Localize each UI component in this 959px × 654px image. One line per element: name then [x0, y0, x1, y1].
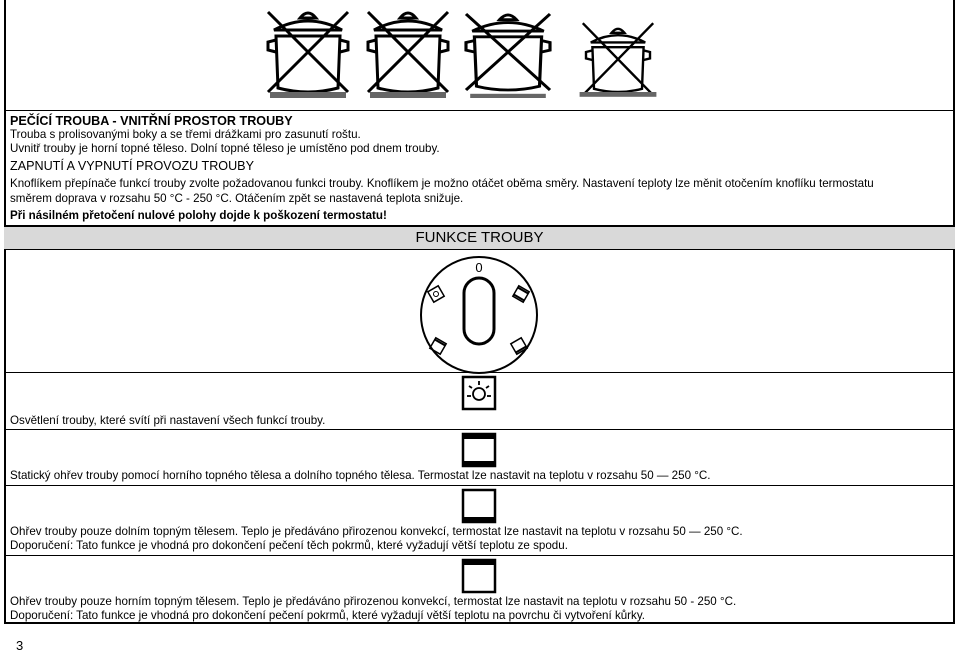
- dial-light-icon: [428, 286, 444, 302]
- function-top-bottom-text: Statický ohřev trouby pomocí horního topného tělesa a dolního topného tělesa. Termostat lze nastavit na teplotu v rozsahu 50 — 250 °C.: [10, 469, 711, 482]
- dial-zero-label: 0: [475, 260, 483, 275]
- oven-light-icon: [461, 375, 497, 411]
- oven-interior-line-1: Trouba s prolisovanými boky a se třemi drážkami pro zasunutí roštu.: [10, 128, 361, 141]
- top-bottom-heat-icon: [461, 432, 497, 468]
- on-off-warning: Při násilném přetočení nulové polohy dojde k poškození termostatu!: [10, 209, 387, 222]
- on-off-line-1: Knoflíkem přepínače funkcí trouby zvolte požadovanou funkci trouby. Knoflíkem je možno otáčet oběma směry. Nastavení teploty lze měnit otočením knoflíku termostatu: [10, 177, 874, 190]
- section-title-on-off: [10, 159, 254, 174]
- cookware-icons: [262, 2, 662, 98]
- no-pot-icon: [268, 12, 348, 98]
- on-off-title-text: ZAPNUTÍ A VYPNUTÍ PROVOZU TROUBY: [10, 159, 254, 173]
- function-top-line-1: Ohřev trouby pouze horním topným tělesem. Teplo je předáváno přirozenou konvekcí, termostat lze nastavit na teplotu v rozsahu 50 - 250 °C.: [10, 595, 737, 608]
- bottom-heat-icon: [461, 488, 497, 524]
- page-number: 3: [16, 638, 24, 653]
- oven-interior-line-2: Uvnitř trouby je horní topné těleso. Dolní topné těleso je umístěno pod dnem trouby.: [10, 142, 440, 155]
- function-dial: [418, 254, 540, 376]
- top-heat-icon: [461, 558, 497, 594]
- function-top-line-2: Doporučení: Tato funkce je vhodná pro dokončení pečení pokrmů, které vyžadují větší teplotu na povrchu či vytvoření kůrky.: [10, 609, 645, 622]
- no-pot-icon: [580, 23, 657, 97]
- functions-title: FUNKCE TROUBY: [4, 227, 955, 249]
- function-light-text: Osvětlení trouby, které svítí při nastavení všech funkcí trouby.: [10, 414, 326, 427]
- no-pot-icon: [466, 14, 550, 98]
- section-title-oven-interior: PEČÍCÍ TROUBA - VNITŘNÍ PROSTOR TROUBY: [10, 114, 293, 128]
- on-off-line-2: směrem doprava v rozsahu 50 °C - 250 °C. Otáčením zpět se nastavená teplota snižuje.: [10, 192, 464, 205]
- no-pot-icon: [368, 12, 448, 98]
- function-bottom-line-1: Ohřev trouby pouze dolním topným tělesem. Teplo je předáváno přirozenou konvekcí, termostat lze nastavit na teplotu v rozsahu 50 — 250 °C.: [10, 525, 743, 538]
- dial-top-bottom-icon: [513, 286, 529, 302]
- dial-top-icon: [430, 338, 446, 354]
- function-bottom-line-2: Doporučení: Tato funkce je vhodná pro dokončení pečení těch pokrmů, které vyžadují větší teplotu ze spodu.: [10, 539, 568, 552]
